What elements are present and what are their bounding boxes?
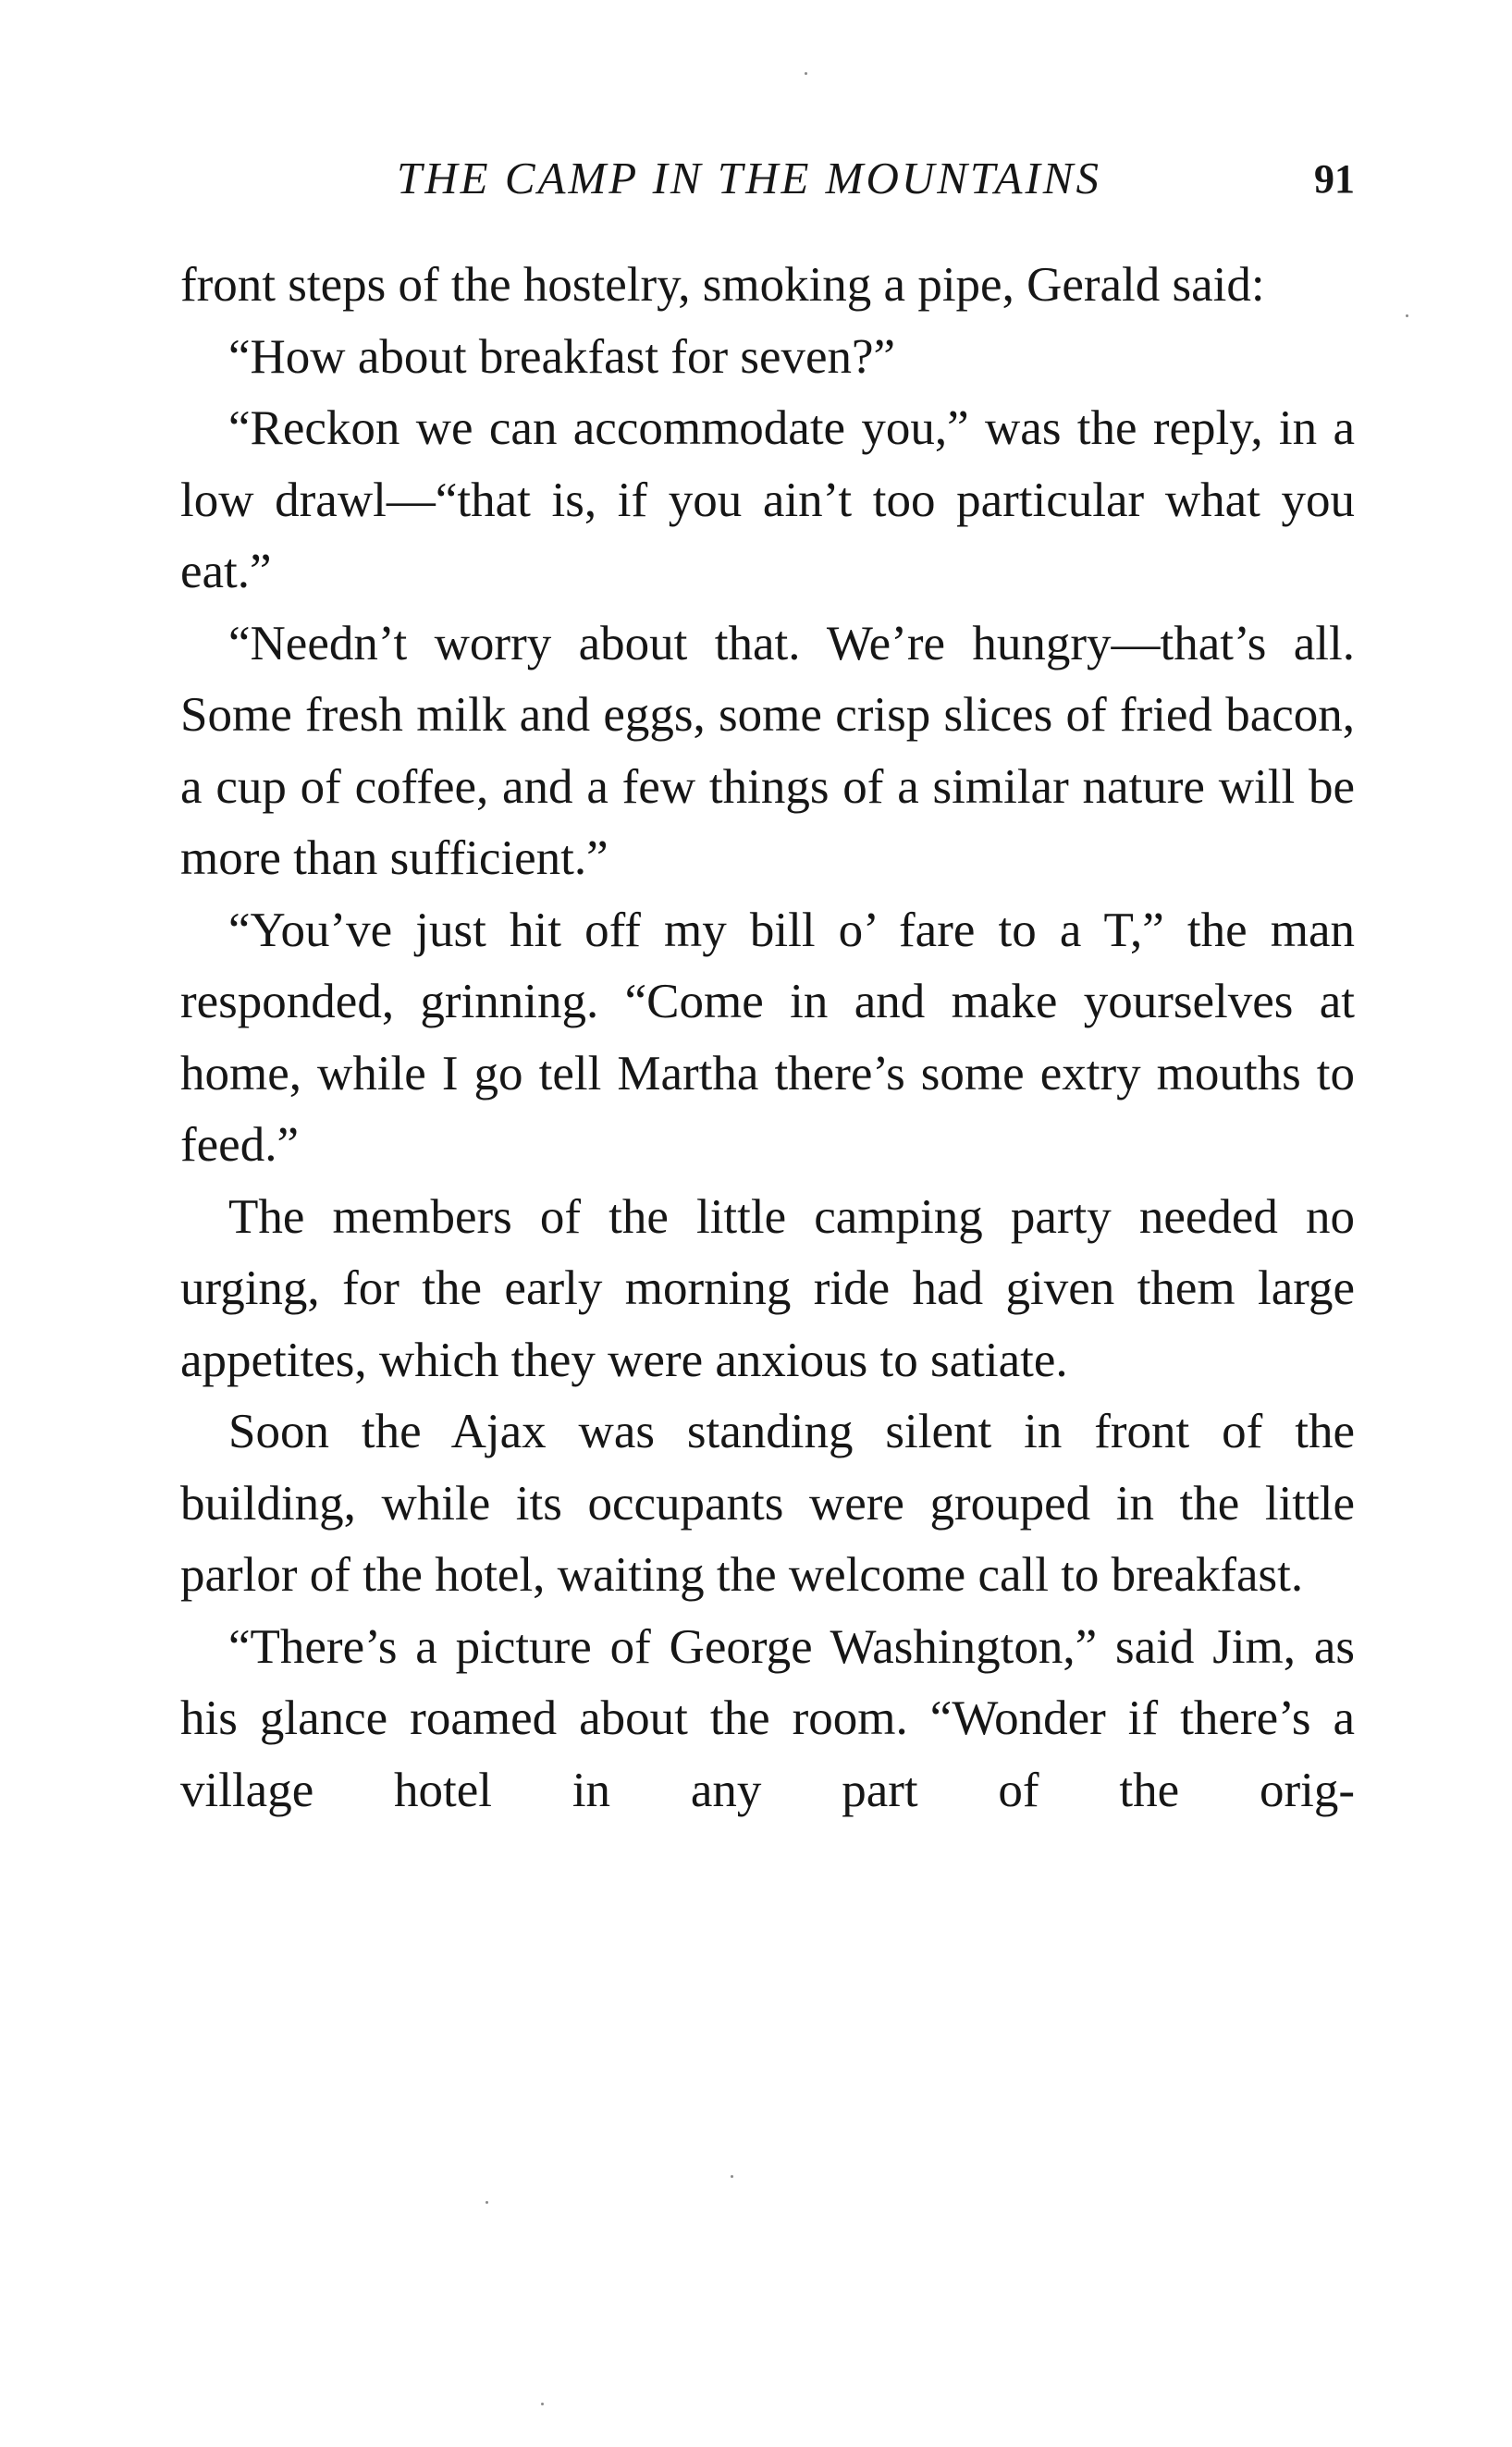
paper-speck bbox=[731, 2175, 733, 2178]
paragraph: “Needn’t worry about that. We’re hungry—that’s all. Some fresh milk and eggs, some crisp slices of fried bacon, a cup of coffee, and a few things of a similar nature will be more than sufficient.” bbox=[180, 616, 1355, 885]
paragraph: “Reckon we can accommodate you,” was the reply, in a low drawl—“that is, if you ain’t too particular what you eat.” bbox=[180, 401, 1355, 598]
running-head bbox=[180, 146, 1355, 211]
paper-speck bbox=[805, 72, 807, 75]
body-text bbox=[180, 250, 1355, 1826]
paragraph: “How about breakfast for seven?” bbox=[228, 329, 896, 384]
paragraph: front steps of the hostelry, smoking a pipe, Gerald said: bbox=[180, 258, 1265, 312]
paper-speck bbox=[541, 2403, 544, 2405]
paper-speck bbox=[486, 2201, 488, 2204]
paper-speck bbox=[1406, 314, 1408, 317]
page-number: 91 bbox=[1314, 156, 1355, 202]
paragraph: “There’s a picture of George Washington,” said Jim, as his glance roamed about the room. “Wonder if there’s a village hotel in any part of the orig- bbox=[180, 1619, 1355, 1817]
paragraph: The members of the little camping party needed no urging, for the early morning ride had given them large appetites, which they were anxious to satiate. bbox=[180, 1189, 1355, 1387]
paragraph: Soon the Ajax was standing silent in front of the building, while its occupants were grouped in the little parlor of the hotel, waiting the welcome call to breakfast. bbox=[180, 1405, 1355, 1602]
running-title: THE CAMP IN THE MOUNTAINS bbox=[397, 153, 1101, 203]
paragraph: “You’ve just hit off my bill o’ fare to a T,” the man responded, grinning. “Come in and make yourselves at home, while I go tell Martha there’s some extry mouths to feed.” bbox=[180, 903, 1355, 1172]
